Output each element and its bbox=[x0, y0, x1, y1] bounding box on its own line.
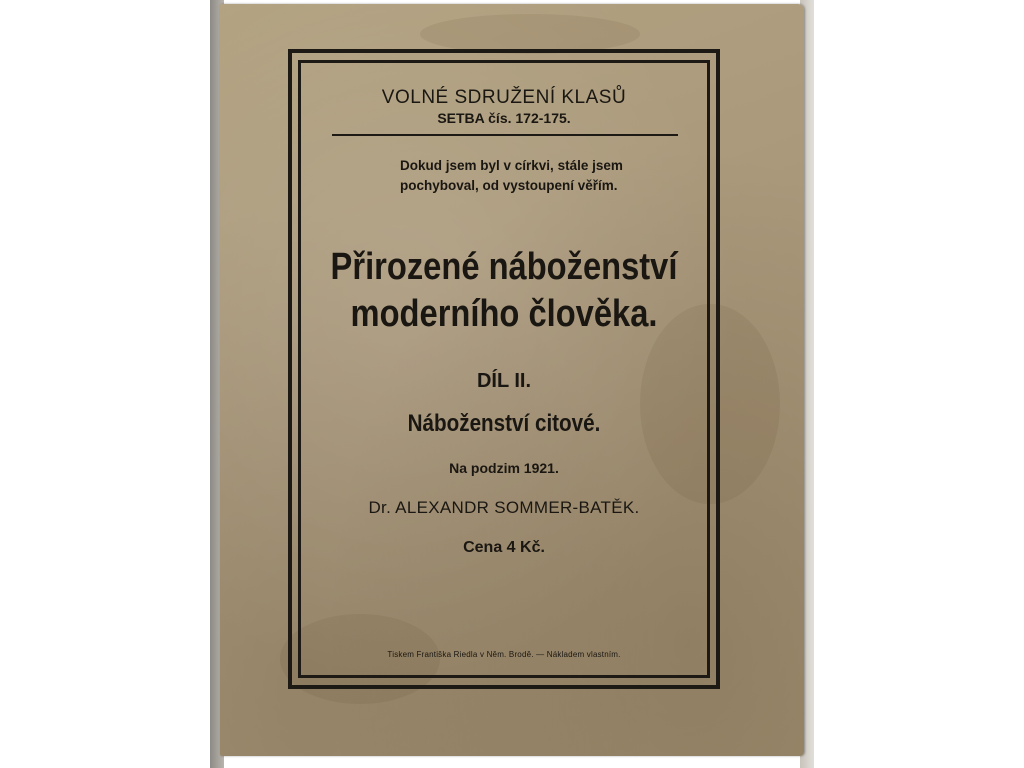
motto bbox=[400, 156, 700, 196]
booklet-cover bbox=[220, 4, 804, 756]
author-name: Dr. ALEXANDR SOMMER-BATĚK. bbox=[368, 498, 640, 517]
printer-imprint: Tiskem Františka Riedla v Něm. Brodě. — Nákladem vlastním. bbox=[387, 650, 621, 659]
series-name: VOLNÉ SDRUŽENÍ KLASŮ bbox=[381, 87, 627, 108]
title-line-2: moderního člověka. bbox=[350, 293, 658, 335]
subtitle: Náboženství citové. bbox=[407, 410, 601, 437]
header-divider bbox=[332, 134, 678, 136]
price: Cena 4 Kč. bbox=[463, 539, 545, 556]
part-number: DÍL II. bbox=[476, 370, 532, 392]
series-number: SETBA čís. 172-175. bbox=[437, 110, 571, 126]
book-title bbox=[327, 244, 681, 338]
publication-date: Na podzim 1921. bbox=[449, 460, 559, 476]
inner-border-frame bbox=[298, 60, 710, 678]
paper-stain bbox=[420, 14, 640, 54]
motto-line-2: pochyboval, od vystoupení věřím. bbox=[400, 178, 618, 193]
motto-line-1: Dokud jsem byl v církvi, stále jsem bbox=[400, 158, 623, 173]
title-line-1: Přirozené náboženství bbox=[330, 246, 678, 288]
